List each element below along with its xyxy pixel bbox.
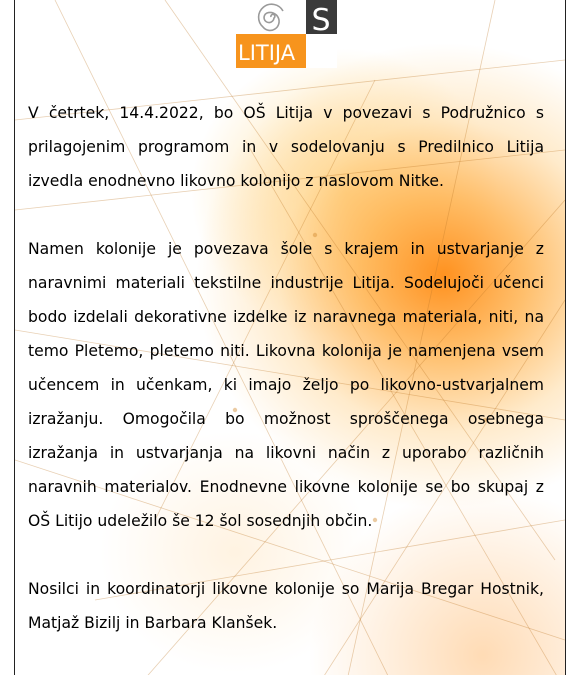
logo-letter: S xyxy=(311,3,331,38)
litija-school-logo xyxy=(236,0,337,68)
article-text xyxy=(28,96,544,674)
paragraph-intro: V četrtek, 14.4.2022, bo OŠ Litija v povezavi s Podružnico s prilagojenim programom in v sodelovanju s Predilnico Litija izvedla enodnevno likovno kolonijo z naslovom Nitke. xyxy=(28,104,544,190)
logo-name: LITIJA xyxy=(238,41,296,65)
paragraph-coordinators: Nosilci in koordinatorji likovne kolonije so Marija Bregar Hostnik, Matjaž Bizilj in Barbara Klanšek. xyxy=(28,580,544,632)
paragraph-purpose: Namen kolonije je povezava šole s krajem in ustvarjanje z naravnimi materiali tekstilne industrije Litija. Sodelujoči učenci bodo izdelali dekorativne izdelke iz naravnega materiala, niti, na temo Pletemo, pletemo niti. Likovna kolonija je namenjena vsem učencem in učenkam, ki imajo željo po likovno-ustvarjalnem izražanju. Omogočila bo možnost sproščenega osebnega izražanja in ustvarjanja na likovni način z uporabo različnih naravnih materialov. Enodnevne likovne kolonije se bo skupaj z OŠ Litijo udeležilo še 12 šol sosednjih občin. xyxy=(28,240,544,530)
